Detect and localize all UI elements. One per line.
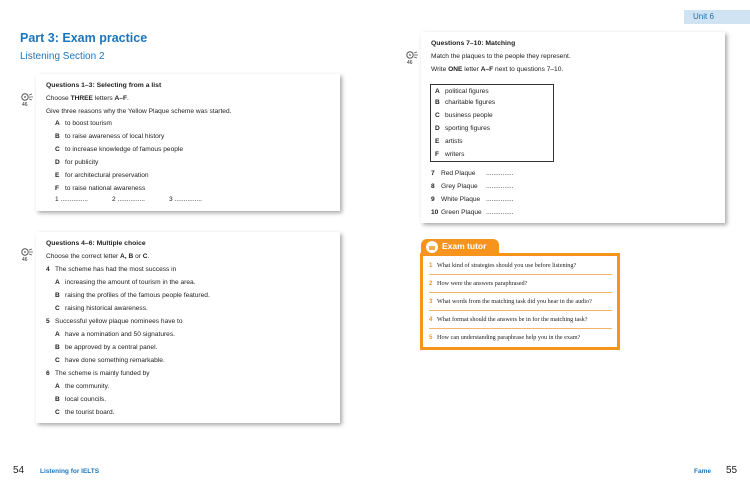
questions-1-3-title: Questions 1–3: Selecting from a list (46, 82, 162, 89)
instruction (46, 95, 129, 102)
option-text: have a nomination and 50 signatures. (65, 331, 175, 338)
plaque-question (431, 209, 513, 216)
option (55, 172, 149, 179)
plaque-question (431, 183, 513, 190)
tutor-question (429, 332, 612, 346)
option (55, 292, 210, 299)
instruction (46, 253, 149, 260)
option-text: to raise national awareness (65, 185, 146, 192)
option-letter: A (55, 383, 60, 390)
option-letter: B (55, 396, 60, 403)
option (55, 133, 164, 140)
answer-blank-1[interactable]: 1 ............... (55, 196, 88, 203)
option-letter: C (55, 305, 60, 312)
answer-blank[interactable]: ............... (486, 170, 514, 177)
answer-blank[interactable]: ............... (486, 196, 514, 203)
option-text: to boost tourism (65, 120, 112, 127)
option (55, 344, 157, 351)
option-letter: C (435, 112, 440, 119)
instruction-text: . (127, 95, 129, 102)
option (55, 305, 148, 312)
instruction-text: Choose (46, 95, 71, 102)
instruction-text: letters (92, 95, 115, 102)
option-letter: C (55, 357, 60, 364)
option (55, 146, 183, 153)
tutor-number: 1 (429, 262, 433, 269)
instruction-text: or (133, 253, 143, 260)
option-letter: F (55, 185, 60, 192)
instruction-text: Write (431, 66, 449, 73)
instruction-text: letter (462, 66, 481, 73)
tutor-number: 2 (429, 280, 433, 287)
option-letter: A (55, 331, 60, 338)
options-list-box (430, 84, 554, 162)
instruction-text: Choose the correct letter (46, 253, 121, 260)
tutor-text: What kind of strategies should you use before listening? (437, 262, 577, 269)
option-text: for publicity (65, 159, 99, 166)
plaque-question (431, 170, 513, 177)
section-title: Listening Section 2 (20, 51, 105, 62)
instruction-bold: A–F (480, 66, 494, 73)
option-letter: C (55, 409, 60, 416)
questions-7-10-box (421, 32, 725, 223)
question-number: 7 (431, 170, 435, 177)
option-text: sporting figures (445, 125, 491, 132)
option (55, 185, 145, 192)
option-text: political figures (445, 88, 489, 95)
questions-1-3-box (36, 74, 340, 211)
option-letter: E (435, 138, 440, 145)
plaque-name: White Plaque (441, 196, 481, 203)
track-number: 46 (22, 257, 28, 263)
plaque-name: Grey Plaque (441, 183, 478, 190)
tutor-icon (426, 241, 438, 253)
option (55, 331, 175, 338)
tutor-text: How were the answers paraphrased? (437, 280, 528, 287)
option (435, 138, 463, 145)
option-letter: A (55, 120, 60, 127)
option-letter: E (55, 172, 60, 179)
option-text: to raise awareness of local history (65, 133, 165, 140)
instruction-bold: C (142, 253, 148, 260)
question-number: 6 (46, 370, 50, 377)
tutor-question (429, 296, 612, 311)
question-text: The scheme is mainly funded by (55, 370, 150, 377)
instruction-bold: A–F (114, 95, 128, 102)
option (55, 357, 165, 364)
option (435, 99, 495, 106)
instruction-bold: ONE (448, 66, 463, 73)
question-number: 10 (431, 209, 439, 216)
option (55, 120, 112, 127)
tutor-question (429, 260, 612, 275)
question-stem (46, 266, 176, 273)
option-text: increasing the amount of tourism in the area. (65, 279, 196, 286)
footer-title-left: Listening for IELTS (40, 468, 100, 475)
option-text: charitable figures (445, 99, 496, 106)
tutor-question (429, 278, 612, 293)
option-text: raising the profiles of the famous people featured. (65, 292, 210, 299)
question-stem (46, 370, 150, 377)
tutor-text: What words from the matching task did you hear in the audio? (437, 298, 592, 305)
exam-tutor-label: Exam tutor (442, 241, 487, 251)
question-prompt: Give three reasons why the Yellow Plaque scheme was started. (46, 108, 232, 115)
option-letter: B (55, 133, 60, 140)
question-number: 8 (431, 183, 435, 190)
option (55, 159, 98, 166)
question-text: The scheme has had the most success in (55, 266, 177, 273)
option-text: raising historical awareness. (65, 305, 148, 312)
answer-blank-2[interactable]: 2 ............... (112, 196, 145, 203)
part-title: Part 3: Exam practice (20, 31, 148, 45)
option-letter: A (55, 279, 60, 286)
question-number: 4 (46, 266, 50, 273)
exam-tutor-box (420, 253, 620, 350)
questions-4-6-box (36, 232, 340, 423)
option-text: be approved by a central panel. (65, 344, 158, 351)
option (435, 151, 464, 158)
tutor-number: 3 (429, 298, 433, 305)
questions-4-6-title: Questions 4–6: Multiple choice (46, 240, 146, 247)
instruction (431, 66, 563, 73)
question-stem (46, 318, 183, 325)
track-number: 46 (22, 102, 28, 108)
tutor-number: 5 (429, 334, 433, 341)
option (55, 383, 109, 390)
unit-tab: Unit 6 (684, 10, 750, 24)
option-letter: B (55, 344, 60, 351)
option-text: business people (445, 112, 493, 119)
tutor-question (429, 314, 612, 329)
page-number-right: 55 (726, 465, 738, 476)
track-number: 46 (407, 60, 413, 66)
option-letter: D (435, 125, 440, 132)
answer-blank[interactable]: ............... (486, 209, 514, 216)
option-text: for architectural preservation (65, 172, 149, 179)
instruction-text: next to questions 7–10. (493, 66, 564, 73)
option-text: artists (445, 138, 463, 145)
plaque-name: Red Plaque (441, 170, 476, 177)
option-text: have done something remarkable. (65, 357, 165, 364)
option-letter: C (55, 146, 60, 153)
option (55, 396, 106, 403)
option-letter: B (435, 99, 440, 106)
option-letter: F (435, 151, 440, 158)
plaque-name: Green Plaque (441, 209, 482, 216)
option (55, 279, 195, 286)
option-letter: B (55, 292, 60, 299)
option-text: the community. (65, 383, 110, 390)
footer-title-right: Fame (694, 468, 711, 475)
question-number: 5 (46, 318, 50, 325)
tutor-text: What format should the answers be in for the matching task? (437, 316, 588, 323)
option-text: the tourist board. (65, 409, 115, 416)
option (435, 112, 493, 119)
instruction-bold: A, B (120, 253, 134, 260)
option (435, 88, 489, 95)
question-text: Successful yellow plaque nominees have to (55, 318, 183, 325)
option (55, 409, 114, 416)
instruction: Match the plaques to the people they represent. (431, 53, 571, 60)
option-text: to increase knowledge of famous people (65, 146, 184, 153)
option-text: local councils. (65, 396, 107, 403)
option-letter: D (55, 159, 60, 166)
option-text: writers (445, 151, 465, 158)
question-number: 9 (431, 196, 435, 203)
option (435, 125, 490, 132)
answer-blank-3[interactable]: 3 ............... (169, 196, 202, 203)
answer-blank[interactable]: ............... (486, 183, 514, 190)
plaque-question (431, 196, 513, 203)
tutor-text: How can understanding paraphrase help you in the exam? (437, 334, 581, 341)
questions-7-10-title: Questions 7–10: Matching (431, 40, 516, 47)
instruction-text: . (147, 253, 150, 260)
instruction-bold: THREE (70, 95, 93, 102)
tutor-number: 4 (429, 316, 433, 323)
page-number-left: 54 (13, 465, 25, 476)
option-letter: A (435, 88, 440, 95)
